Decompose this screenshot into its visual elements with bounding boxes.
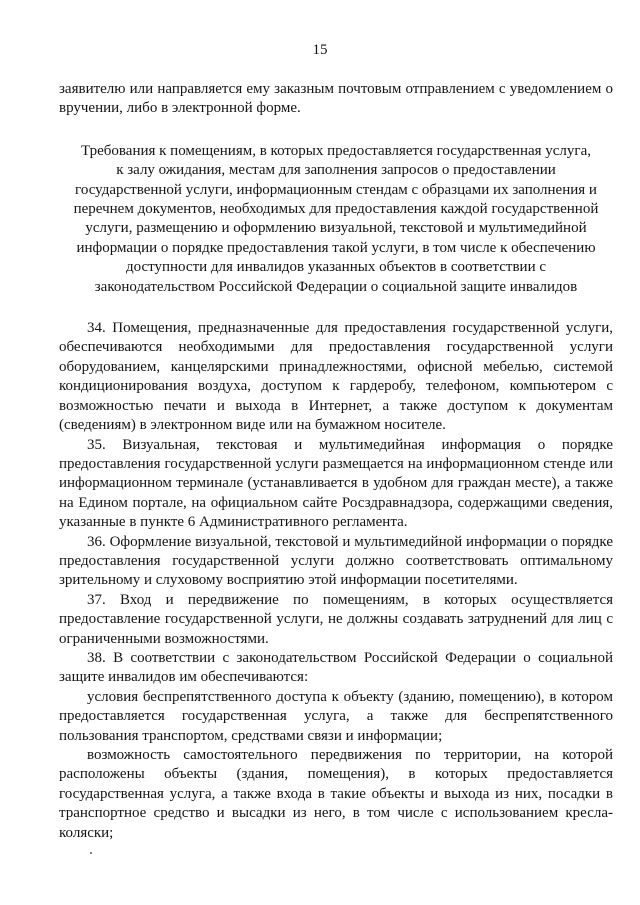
heading-line: законодательством Российской Федерации о социальной защите инвалидов	[94, 278, 578, 295]
heading-line: информации о порядке предоставления такой услуги, в том числе к обеспечению	[76, 239, 596, 256]
page-number: 15	[312, 42, 328, 58]
paragraph-37: 37. Вход и передвижение по помещениям, в которых осуществляется предоставление государственной услуги, не должны создавать затруднений для лиц с ограниченными возможностями.	[59, 591, 613, 647]
scan-mark	[90, 852, 92, 854]
heading-line: услуги, размещению и оформлению визуальной, текстовой и мультимедийной	[85, 220, 587, 237]
heading-line: перечнем документов, необходимых для предоставления каждой государственной	[73, 201, 599, 218]
heading-line: государственной услуги, информационным стендам с образцами их заполнения и	[75, 181, 597, 198]
heading-line: доступности для инвалидов указанных объектов в соответствии с	[125, 259, 547, 276]
paragraph-independent-movement: возможность самостоятельного передвижения по территории, на которой расположены объекты (здания, помещения), в которых предоставляется государственная услуга, а также входа в такие объекты и выхода из них, посадки в транспортное средство и высадки из него, в том числе с использованием кресла-коляски;	[59, 747, 613, 841]
paragraph-34: 34. Помещения, предназначенные для предоставления государственной услуги, обеспечиваются необходимыми для предоставления государственной услуги оборудованием, канцелярскими принадлежностями, офисной мебелью, системой кондиционирования воздуха, доступом к гардеробу, телефоном, компьютером с возможностью печати и выхода в Интернет, а также доступом к документам (сведениям) в электронном виде или на бумажном носителе.	[59, 320, 613, 434]
heading-line: к залу ожидания, местам для заполнения запросов о предоставлении	[116, 162, 556, 179]
document-body	[59, 80, 613, 843]
paragraph-access-conditions: условия беспрепятственного доступа к объекту (зданию, помещению), в котором предоставляется государственная услуга, а также для беспрепятственного пользования транспортом, средствами связи и информации;	[59, 688, 613, 744]
paragraph-38: 38. В соответствии с законодательством Российской Федерации о социальной защите инвалидов им обеспечиваются:	[59, 649, 613, 686]
section-heading	[59, 142, 613, 297]
heading-line: Требования к помещениям, в которых предоставляется государственная услуга,	[81, 142, 591, 159]
intro-paragraph: заявителю или направляется ему заказным почтовым отправлением с уведомлением о вручении, либо в электронной форме.	[59, 81, 613, 117]
paragraph-36: 36. Оформление визуальной, текстовой и мультимедийной информации о порядке предоставления государственной услуги должно соответствовать оптимальному зрительному и слуховому восприятию этой информации посетителями.	[59, 533, 613, 589]
paragraph-35: 35. Визуальная, текстовая и мультимедийная информация о порядке предоставления государственной услуги размещается на информационном стенде или информационном терминале (устанавливается в удобном для граждан месте), а также на Едином портале, на официальном сайте Росздравнадзора, содержащими сведения, указанные в пункте 6 Административного регламента.	[59, 436, 613, 531]
